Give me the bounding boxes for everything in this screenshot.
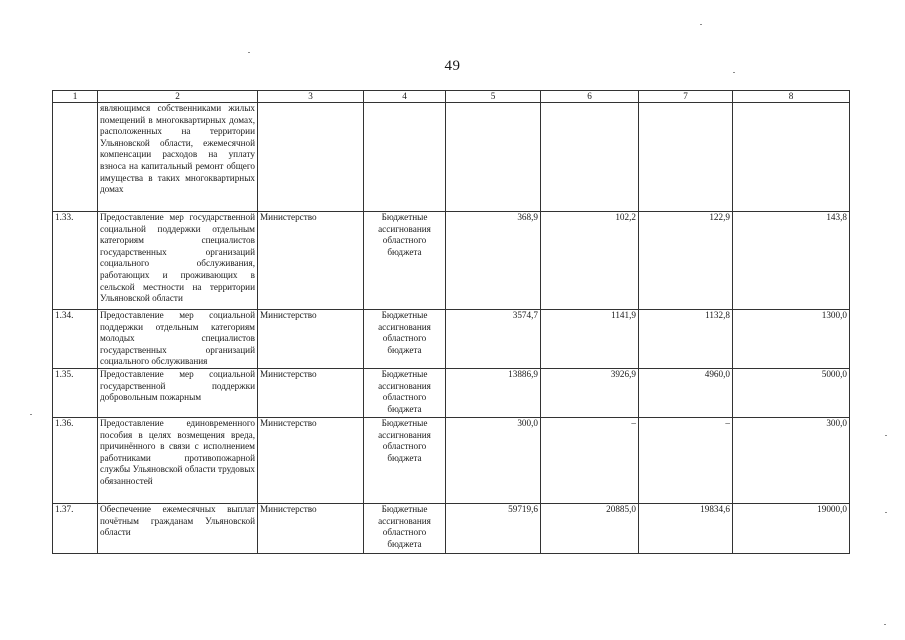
- amount-total: 368,9: [446, 212, 541, 310]
- row-number: 1.35.: [53, 368, 98, 417]
- measure-name: Предоставление мер социальной государственной поддержки добровольным пожарным: [98, 368, 258, 417]
- amount-year-3: 19000,0: [733, 503, 850, 553]
- table-row: [53, 103, 850, 212]
- table-row: [53, 503, 850, 553]
- amount-year-3: [733, 103, 850, 212]
- amount-year-2: 122,9: [639, 212, 733, 310]
- scan-speck: [30, 414, 32, 415]
- table-row: [53, 368, 850, 417]
- scan-speck: [248, 52, 250, 53]
- amount-year-3: 5000,0: [733, 368, 850, 417]
- executor: Министерство: [258, 310, 364, 369]
- amount-year-2: –: [639, 417, 733, 503]
- amount-year-3: 300,0: [733, 417, 850, 503]
- table-row: [53, 417, 850, 503]
- amount-year-1: –: [541, 417, 639, 503]
- funding-source: [364, 103, 446, 212]
- funding-source: Бюджетные ассигнования областного бюджета: [364, 503, 446, 553]
- executor: Министерство: [258, 368, 364, 417]
- executor: [258, 103, 364, 212]
- header-cell-4: 4: [364, 91, 446, 103]
- amount-year-1: 3926,9: [541, 368, 639, 417]
- funding-source: Бюджетные ассигнования областного бюджета: [364, 368, 446, 417]
- row-number: [53, 103, 98, 212]
- amount-total: [446, 103, 541, 212]
- measure-name: Обеспечение ежемесячных выплат почётным гражданам Ульяновской области: [98, 503, 258, 553]
- row-number: 1.34.: [53, 310, 98, 369]
- scan-speck: [700, 24, 702, 25]
- funding-source: Бюджетные ассигнования областного бюджета: [364, 310, 446, 369]
- funding-source: Бюджетные ассигнования областного бюджета: [364, 212, 446, 310]
- amount-year-2: 1132,8: [639, 310, 733, 369]
- amount-year-2: 4960,0: [639, 368, 733, 417]
- table-row: [53, 310, 850, 369]
- header-row: [53, 91, 850, 103]
- measure-name: являющимся собственниками жилых помещений в многоквартирных домах, расположенных на территории Ульяновской области, ежемесячной компенсации расходов на уплату взноса на капитальный ремонт общего имущества в таких многоквартирных домах: [98, 103, 258, 212]
- amount-year-1: 1141,9: [541, 310, 639, 369]
- header-cell-5: 5: [446, 91, 541, 103]
- amount-year-1: [541, 103, 639, 212]
- executor: Министерство: [258, 212, 364, 310]
- header-cell-1: 1: [53, 91, 98, 103]
- measure-name: Предоставление мер социальной поддержки отдельным категориям молодых специалистов государственных организаций социального обслуживания: [98, 310, 258, 369]
- row-number: 1.37.: [53, 503, 98, 553]
- executor: Министерство: [258, 503, 364, 553]
- header-cell-8: 8: [733, 91, 850, 103]
- executor: Министерство: [258, 417, 364, 503]
- amount-year-1: 102,2: [541, 212, 639, 310]
- scan-speck: [885, 512, 887, 513]
- header-cell-2: 2: [98, 91, 258, 103]
- scan-speck: [733, 72, 735, 73]
- amount-year-2: 19834,6: [639, 503, 733, 553]
- header-cell-7: 7: [639, 91, 733, 103]
- amount-total: 13886,9: [446, 368, 541, 417]
- amount-year-3: 143,8: [733, 212, 850, 310]
- amount-total: 300,0: [446, 417, 541, 503]
- budget-table: [52, 90, 850, 554]
- measure-name: Предоставление мер государственной социальной поддержки отдельным категориям специалистов государственных организаций социального обслуживания, работающих и проживающих в сельской местности на территории Ульяновской области: [98, 212, 258, 310]
- amount-year-2: [639, 103, 733, 212]
- amount-total: 3574,7: [446, 310, 541, 369]
- scan-speck: [884, 624, 886, 625]
- amount-total: 59719,6: [446, 503, 541, 553]
- funding-source: Бюджетные ассигнования областного бюджета: [364, 417, 446, 503]
- header-cell-3: 3: [258, 91, 364, 103]
- amount-year-1: 20885,0: [541, 503, 639, 553]
- row-number: 1.33.: [53, 212, 98, 310]
- amount-year-3: 1300,0: [733, 310, 850, 369]
- header-cell-6: 6: [541, 91, 639, 103]
- page-number: 49: [444, 58, 461, 74]
- table-row: [53, 212, 850, 310]
- row-number: 1.36.: [53, 417, 98, 503]
- measure-name: Предоставление единовременного пособия в целях возмещения вреда, причинённого в связи с исполнением работниками противопожарной службы Ульяновской области трудовых обязанностей: [98, 417, 258, 503]
- scan-speck: [885, 435, 887, 436]
